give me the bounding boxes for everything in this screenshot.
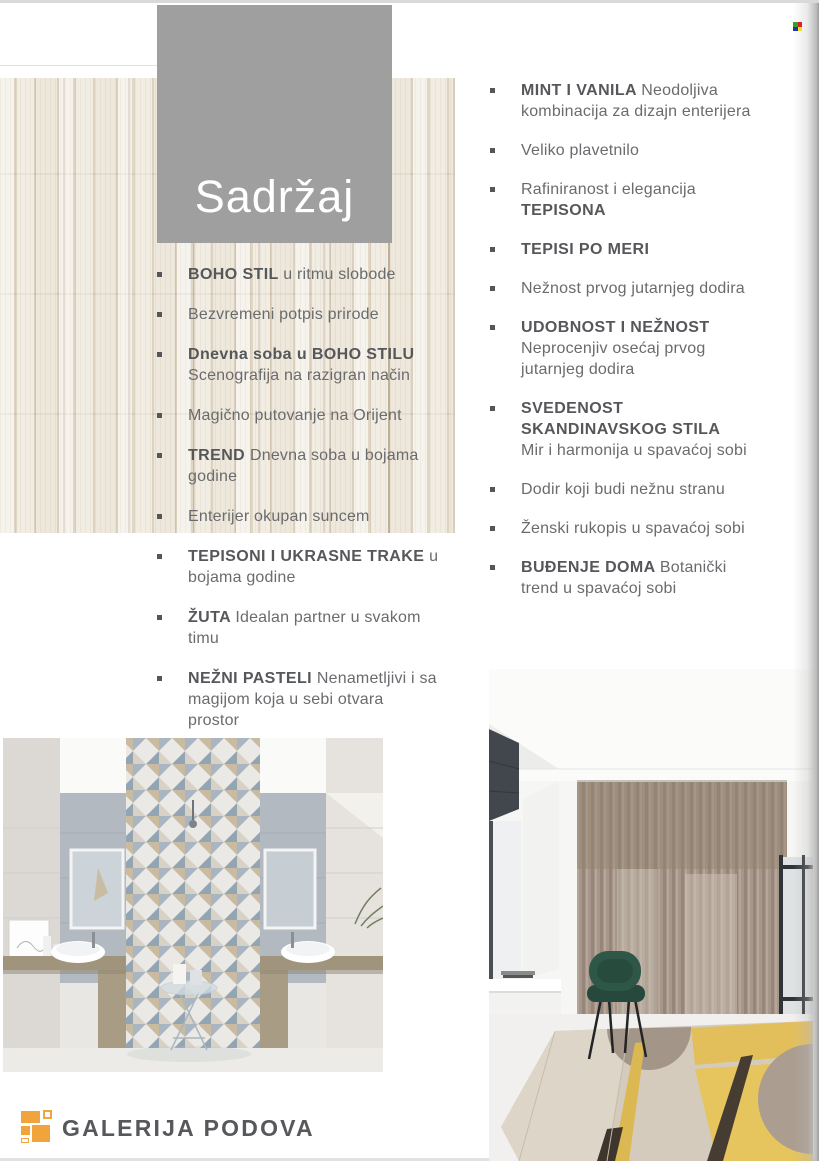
bullet-square-icon [490, 187, 495, 192]
toc-item [490, 518, 790, 539]
brand-name: GALERIJA PODOVA [62, 1115, 315, 1141]
bullet-square-icon [490, 148, 495, 153]
roman-blind [489, 729, 519, 821]
toc-item [490, 479, 790, 500]
toc-item [157, 668, 462, 731]
mirror-left [71, 850, 123, 928]
toc-item [157, 607, 462, 649]
toc-item-text: UDOBNOST I NEŽNOST Neprocenjiv osećaj prvog jutarnjeg dodira [521, 319, 710, 378]
bullet-square-icon [157, 352, 162, 357]
bullet-square-icon [157, 676, 162, 681]
color-squares-icon [793, 22, 802, 31]
page-top-hairline [0, 65, 157, 66]
toc-right-column [490, 80, 790, 617]
toc-item-text: SVEDENOST SKANDINAVSKOG STILA Mir i harmonija u spavaćoj sobi [521, 400, 747, 459]
toc-item-text: TEPISONI I UKRASNE TRAKE u bojama godine [188, 548, 439, 586]
toc-item [157, 264, 462, 285]
toc-item-text: Ženski rukopis u spavaćoj sobi [521, 520, 745, 537]
bullet-square-icon [490, 286, 495, 291]
toc-item-text: Enterijer okupan suncem [188, 508, 370, 525]
toc-item [490, 398, 790, 461]
bullet-square-icon [157, 453, 162, 458]
toc-item [490, 278, 790, 299]
bullet-square-icon [157, 413, 162, 418]
bullet-square-icon [157, 272, 162, 277]
toc-item-text: Magično putovanje na Orijent [188, 407, 402, 424]
toc-item [490, 239, 790, 260]
geometric-tile-wall [126, 738, 260, 1048]
footer-brand [0, 1100, 315, 1152]
toc-item [490, 557, 790, 599]
toc-left-column [157, 264, 462, 750]
contents-title-box [157, 5, 392, 243]
toc-item-text: Veliko plavetnilo [521, 142, 640, 159]
bullet-square-icon [157, 554, 162, 559]
page-right-edge-shadow [793, 0, 819, 1161]
bullet-square-icon [490, 565, 495, 570]
favicon-quadrant [798, 27, 803, 32]
logo-tile [21, 1138, 29, 1143]
toc-item-text: NEŽNI PASTELI Nenametljivi i sa magijom koja u sebi otvara prostor [188, 670, 437, 729]
toc-item [490, 179, 790, 221]
bullet-square-icon [490, 88, 495, 93]
bullet-square-icon [490, 487, 495, 492]
toc-item-text: MINT I VANILA Neodoljiva kombinacija za dizajn enterijera [521, 82, 751, 120]
toc-item [157, 405, 462, 426]
bullet-square-icon [157, 514, 162, 519]
toc-item [490, 317, 790, 380]
toc-item [157, 506, 462, 527]
bullet-square-icon [157, 615, 162, 620]
toc-item [157, 546, 462, 588]
logo-tile [21, 1126, 30, 1135]
toc-item-text: Dodir koji budi nežnu stranu [521, 481, 725, 498]
toc-item-text: Rafiniranost i elegancija TEPISONA [521, 181, 696, 219]
bedroom-photo [489, 669, 813, 1161]
toc-item-text: Bezvremeni potpis prirode [188, 306, 379, 323]
toc-item-text: ŽUTA Idealan partner u svakom timu [188, 609, 421, 647]
logo-tile [21, 1111, 40, 1123]
bullet-square-icon [490, 247, 495, 252]
toc-item-text: Nežnost prvog jutarnjeg dodira [521, 280, 745, 297]
toc-item [157, 304, 462, 325]
toc-item [157, 445, 462, 487]
logo-tile [32, 1125, 50, 1142]
bullet-square-icon [490, 325, 495, 330]
toc-item [157, 344, 462, 386]
mirror-right [265, 850, 315, 928]
page-title: Sadržaj [194, 171, 355, 222]
toc-item [490, 140, 790, 161]
toc-item-text: TEPISI PO MERI [521, 241, 650, 258]
toc-item-text: BOHO STIL u ritmu slobode [188, 266, 396, 283]
toc-item-text: BUĐENJE DOMA Botanički trend u spavaćoj sobi [521, 559, 727, 597]
toc-item-text: Dnevna soba u BOHO STILU Scenografija na razigran način [188, 346, 415, 384]
bullet-square-icon [490, 526, 495, 531]
logo-tile [43, 1110, 52, 1119]
bullet-square-icon [490, 406, 495, 411]
galerija-podova-logo-icon [21, 1110, 54, 1143]
page-top-edge [0, 0, 819, 3]
bullet-square-icon [157, 312, 162, 317]
toc-item-text: TREND Dnevna soba u bojama godine [188, 447, 419, 485]
bathroom-photo [3, 738, 383, 1072]
toc-item [490, 80, 790, 122]
